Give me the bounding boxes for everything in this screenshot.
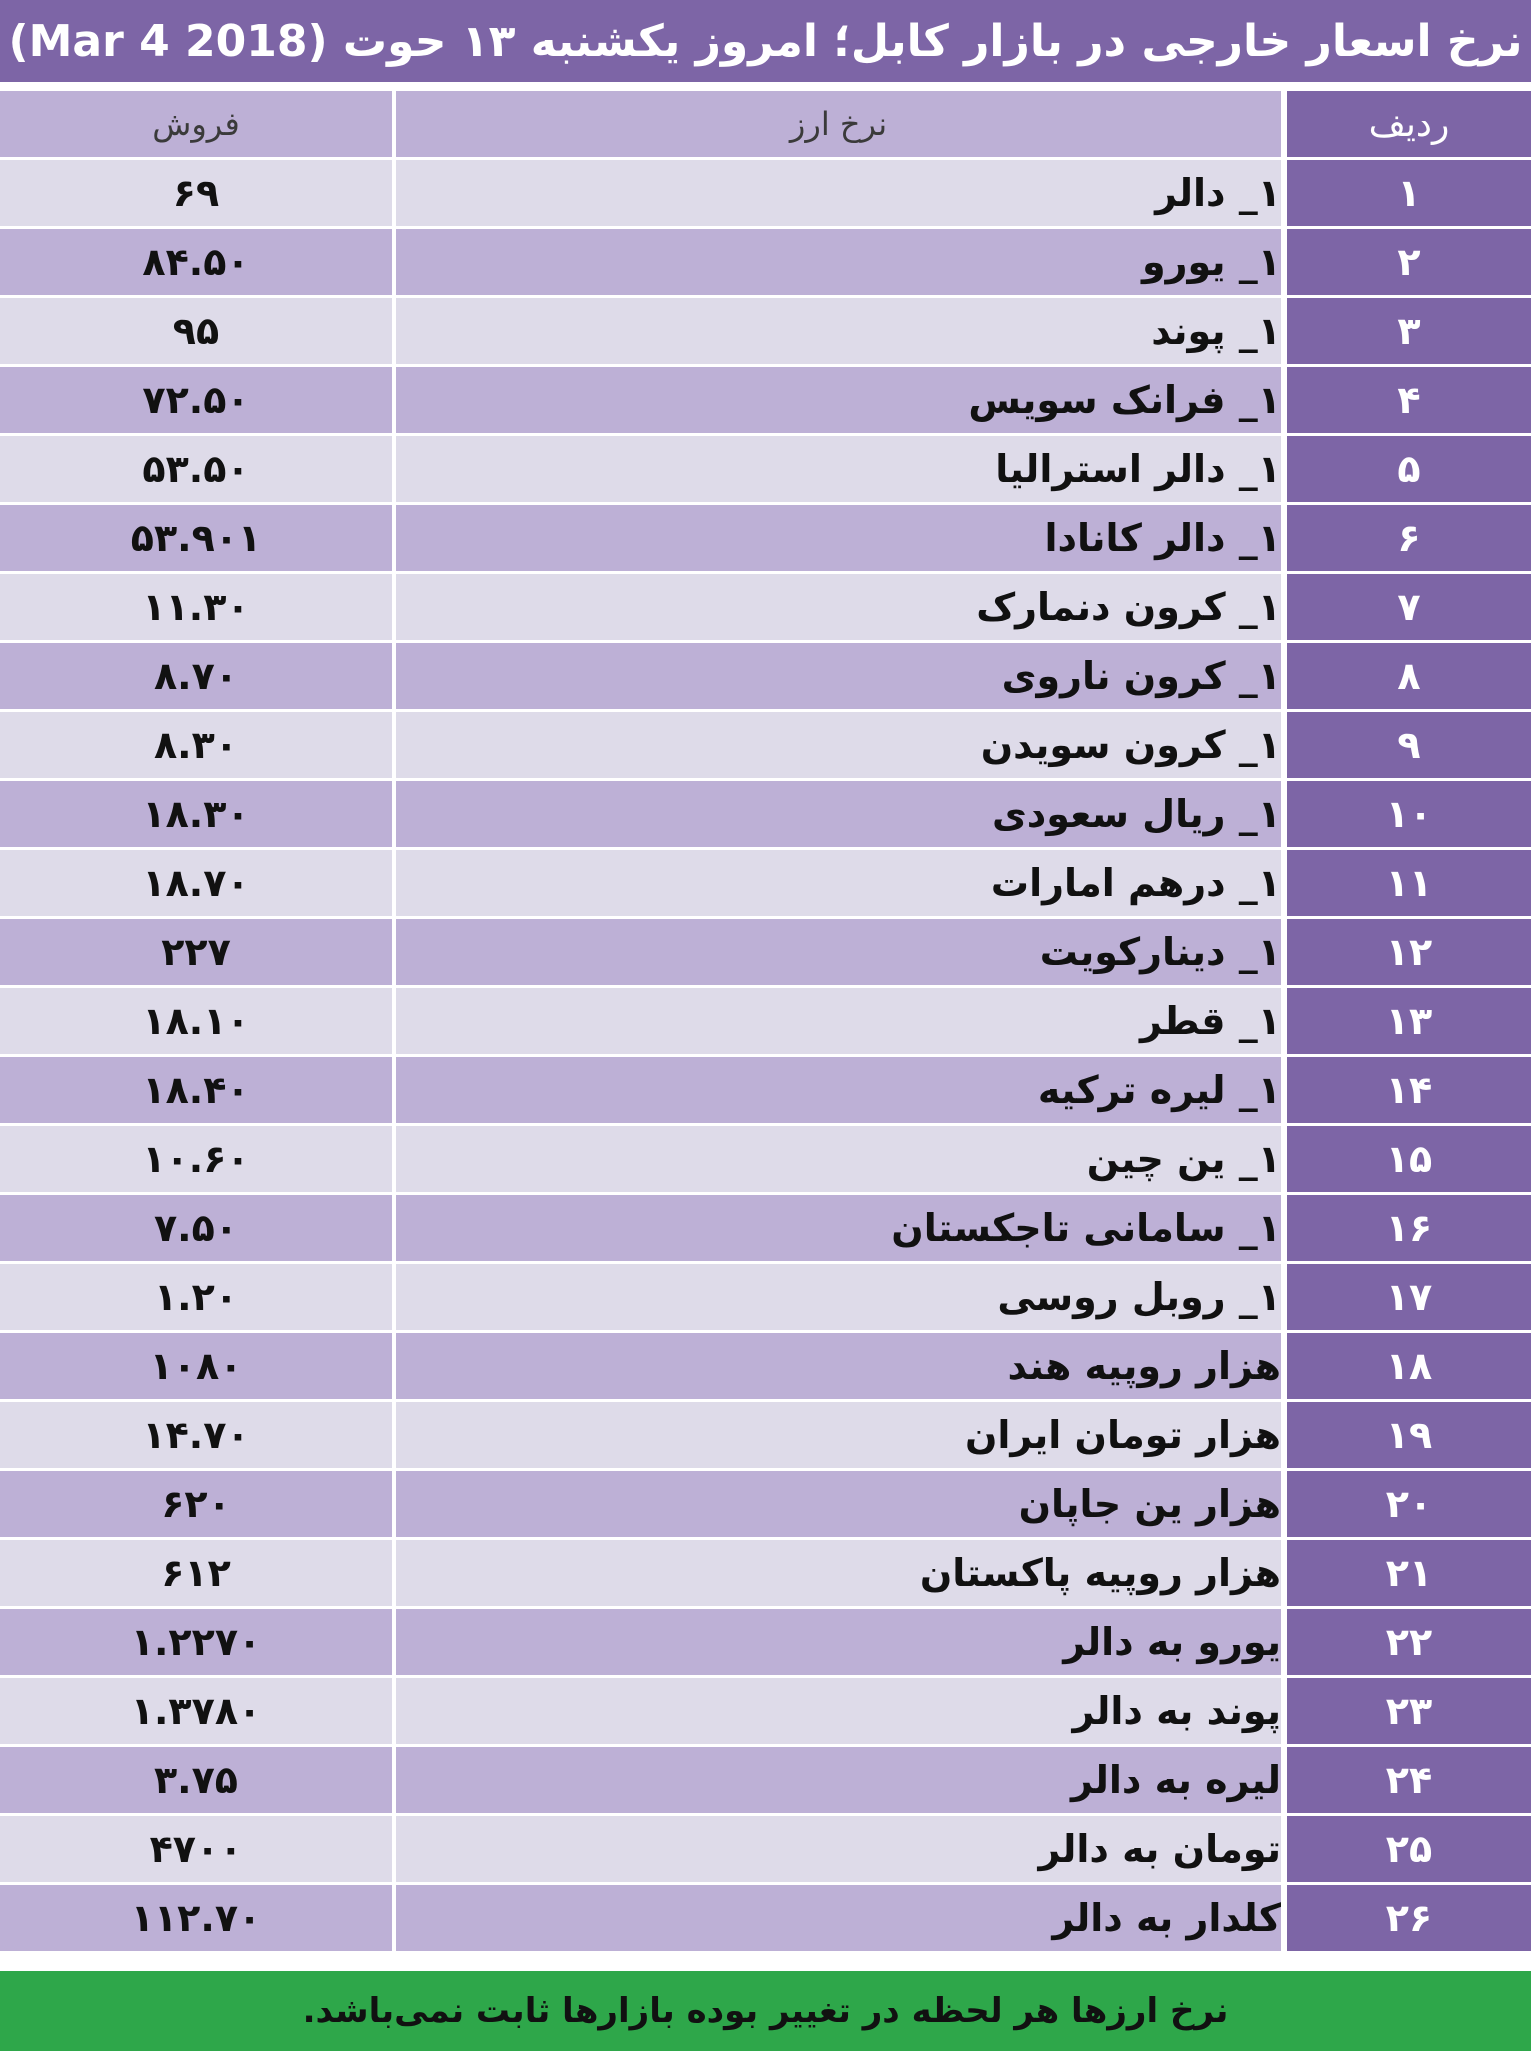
- table-row: [0, 1402, 1531, 1468]
- row-index: ۲۳: [1281, 1678, 1531, 1744]
- row-index: ۱۸: [1281, 1333, 1531, 1399]
- row-index: ۶: [1281, 505, 1531, 571]
- header-sell: فروش: [0, 91, 392, 157]
- row-index: ۱۴: [1281, 1057, 1531, 1123]
- table-row: [0, 367, 1531, 433]
- currency-name: هزار تومان ایران: [392, 1402, 1281, 1468]
- table-row: [0, 436, 1531, 502]
- row-index: ۱۵: [1281, 1126, 1531, 1192]
- table-row: [0, 1264, 1531, 1330]
- sell-rate: ۱۰۸۰: [0, 1333, 392, 1399]
- table-row: [0, 919, 1531, 985]
- currency-name: کلدار به دالر: [392, 1885, 1281, 1951]
- row-index: ۲۲: [1281, 1609, 1531, 1675]
- header-index: ردیف: [1281, 91, 1531, 157]
- row-index: ۱۰: [1281, 781, 1531, 847]
- currency-name: ۱_ قطر: [392, 988, 1281, 1054]
- row-index: ۲۶: [1281, 1885, 1531, 1951]
- currency-name: ۱_ ریال سعودی: [392, 781, 1281, 847]
- sell-rate: ۱۸.۱۰: [0, 988, 392, 1054]
- sell-rate: ۸.۳۰: [0, 712, 392, 778]
- sell-rate: ۱۰.۶۰: [0, 1126, 392, 1192]
- row-index: ۲: [1281, 229, 1531, 295]
- row-index: ۵: [1281, 436, 1531, 502]
- sell-rate: ۱.۳۷۸۰: [0, 1678, 392, 1744]
- currency-name: ۱_ پوند: [392, 298, 1281, 364]
- sell-rate: ۷۲.۵۰: [0, 367, 392, 433]
- table-row: [0, 1333, 1531, 1399]
- sell-rate: ۱۸.۴۰: [0, 1057, 392, 1123]
- currency-name: ۱_ سامانی تاجکستان: [392, 1195, 1281, 1261]
- currency-name: ۱_ دالر کانادا: [392, 505, 1281, 571]
- currency-name: ۱_ کرون دنمارک: [392, 574, 1281, 640]
- sell-rate: ۱۴.۷۰: [0, 1402, 392, 1468]
- currency-name: ۱_ درهم امارات: [392, 850, 1281, 916]
- table-row: [0, 643, 1531, 709]
- row-index: ۳: [1281, 298, 1531, 364]
- row-index: ۹: [1281, 712, 1531, 778]
- sell-rate: ۶۹: [0, 160, 392, 226]
- table-row: [0, 1195, 1531, 1261]
- table-row: [0, 1885, 1531, 1951]
- header-name: نرخ ارز: [392, 91, 1281, 157]
- row-index: ۱۷: [1281, 1264, 1531, 1330]
- sell-rate: ۱۱۲.۷۰: [0, 1885, 392, 1951]
- row-index: ۴: [1281, 367, 1531, 433]
- currency-name: ۱_ فرانک سویس: [392, 367, 1281, 433]
- sell-rate: ۵۳.۵۰: [0, 436, 392, 502]
- sell-rate: ۸۴.۵۰: [0, 229, 392, 295]
- currency-name: ۱_ دینارکویت: [392, 919, 1281, 985]
- sell-rate: ۱۱.۳۰: [0, 574, 392, 640]
- table-row: [0, 1678, 1531, 1744]
- table-row: [0, 574, 1531, 640]
- table-row: [0, 160, 1531, 226]
- row-index: ۲۱: [1281, 1540, 1531, 1606]
- sell-rate: ۶۲۰: [0, 1471, 392, 1537]
- sell-rate: ۹۵: [0, 298, 392, 364]
- table-row: [0, 850, 1531, 916]
- row-index: ۱۳: [1281, 988, 1531, 1054]
- table-row: [0, 298, 1531, 364]
- sell-rate: ۸.۷۰: [0, 643, 392, 709]
- currency-name: لیره به دالر: [392, 1747, 1281, 1813]
- sell-rate: ۱۸.۳۰: [0, 781, 392, 847]
- table-row: [0, 229, 1531, 295]
- row-index: ۱۶: [1281, 1195, 1531, 1261]
- rates-rows: [0, 160, 1531, 1951]
- currency-name: پوند به دالر: [392, 1678, 1281, 1744]
- sell-rate: ۲۲۷: [0, 919, 392, 985]
- currency-name: ۱_ دالر: [392, 160, 1281, 226]
- sell-rate: ۱۸.۷۰: [0, 850, 392, 916]
- currency-name: هزار روپیه هند: [392, 1333, 1281, 1399]
- row-index: ۱: [1281, 160, 1531, 226]
- sell-rate: ۷.۵۰: [0, 1195, 392, 1261]
- currency-name: هزار ین جاپان: [392, 1471, 1281, 1537]
- footer-note: نرخ ارزها هر لحظه در تغییر بوده بازارها ثابت نمی‌باشد.: [0, 1971, 1531, 2051]
- table-row: [0, 1816, 1531, 1882]
- table-row: [0, 1057, 1531, 1123]
- row-index: ۸: [1281, 643, 1531, 709]
- currency-name: تومان به دالر: [392, 1816, 1281, 1882]
- currency-name: ۱_ یورو: [392, 229, 1281, 295]
- sell-rate: ۴۷۰۰: [0, 1816, 392, 1882]
- currency-name: ۱_ کرون سویدن: [392, 712, 1281, 778]
- currency-name: ۱_ روبل روسی: [392, 1264, 1281, 1330]
- table-row: [0, 781, 1531, 847]
- sell-rate: ۳.۷۵: [0, 1747, 392, 1813]
- page-title: نرخ اسعار خارجی در بازار کابل؛ امروز یکشنبه ۱۳ حوت (Mar 4 2018): [0, 0, 1531, 82]
- sell-rate: ۱.۲۰: [0, 1264, 392, 1330]
- rates-table: [0, 88, 1531, 1954]
- table-row: [0, 1126, 1531, 1192]
- currency-name: ۱_ لیره ترکیه: [392, 1057, 1281, 1123]
- table-row: [0, 712, 1531, 778]
- table-row: [0, 1471, 1531, 1537]
- header-row: [0, 91, 1531, 157]
- sell-rate: ۵۳.۹۰۱: [0, 505, 392, 571]
- table-row: [0, 505, 1531, 571]
- table-row: [0, 1747, 1531, 1813]
- currency-name: هزار روپیه پاکستان: [392, 1540, 1281, 1606]
- sell-rate: ۱.۲۲۷۰: [0, 1609, 392, 1675]
- table-row: [0, 1609, 1531, 1675]
- row-index: ۲۴: [1281, 1747, 1531, 1813]
- row-index: ۷: [1281, 574, 1531, 640]
- row-index: ۲۵: [1281, 1816, 1531, 1882]
- currency-name: ۱_ کرون ناروی: [392, 643, 1281, 709]
- currency-name: ۱_ ین چین: [392, 1126, 1281, 1192]
- row-index: ۱۱: [1281, 850, 1531, 916]
- row-index: ۱۹: [1281, 1402, 1531, 1468]
- currency-name: یورو به دالر: [392, 1609, 1281, 1675]
- row-index: ۲۰: [1281, 1471, 1531, 1537]
- currency-name: ۱_ دالر استرالیا: [392, 436, 1281, 502]
- table-row: [0, 988, 1531, 1054]
- row-index: ۱۲: [1281, 919, 1531, 985]
- table-row: [0, 1540, 1531, 1606]
- sell-rate: ۶۱۲: [0, 1540, 392, 1606]
